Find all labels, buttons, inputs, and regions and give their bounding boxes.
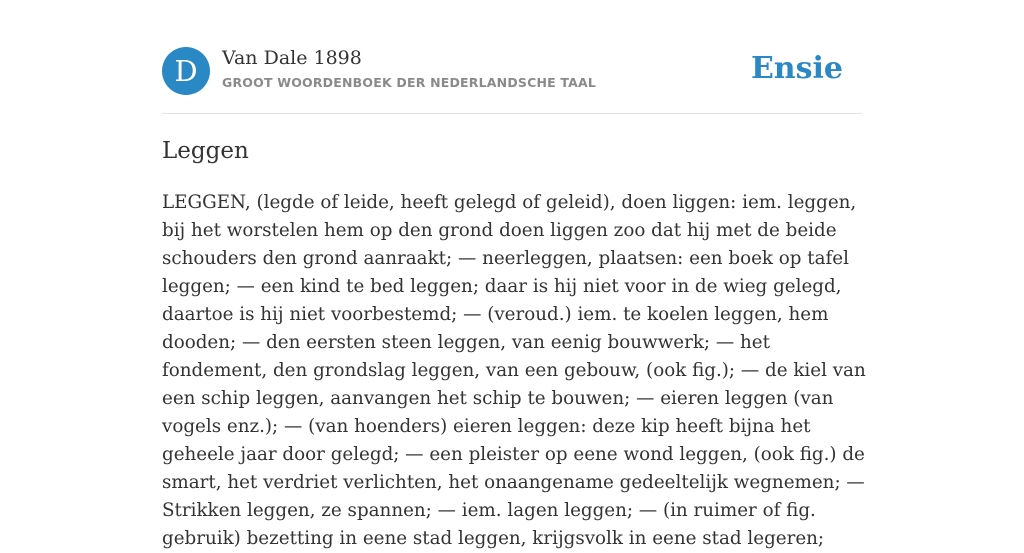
header bbox=[162, 46, 862, 96]
source-title[interactable]: Van Dale 1898 bbox=[222, 47, 362, 69]
brand-logo[interactable]: Ensie bbox=[750, 51, 843, 86]
source-subtitle: GROOT WOORDENBOEK DER NEDERLANDSCHE TAAL bbox=[222, 75, 597, 90]
source-logo-icon: D bbox=[162, 47, 210, 95]
entry-headword: Leggen bbox=[162, 138, 249, 164]
header-divider bbox=[162, 113, 862, 114]
entry-definition: LEGGEN, (legde of leide, heeft gelegd of geleid), doen liggen: iem. leggen, bij het worstelen hem op den grond doen liggen zoo dat hij met de beide schouders den grond aanraakt; — neerleggen, plaatsen: een boek op tafel leggen; — een kind te bed leggen; daar is hij niet voor in de wieg gelegd, daartoe is hij niet voorbestemd; — (veroud.) iem. te koelen leggen, hem dooden; — den eersten steen leggen, van eenig bouwwerk; — het fondement, den grondslag leggen, van een gebouw, (ook fig.); — de kiel van een schip leggen, aanvangen het schip te bouwen; — eieren leggen (van vogels enz.); — (van hoenders) eieren leggen: deze kip heeft bijna het geheele jaar door gelegd; — een pleister op eene wond leggen, (ook fig.) de smart, het verdriet verlichten, het onaangename gedeeltelijk wegnemen; — Strikken leggen, ze spannen; — iem. lagen leggen; — (in ruimer of fig. gebruik) bezetting in eene stad leggen, krijgsvolk in eene stad legeren; bbox=[162, 192, 866, 549]
